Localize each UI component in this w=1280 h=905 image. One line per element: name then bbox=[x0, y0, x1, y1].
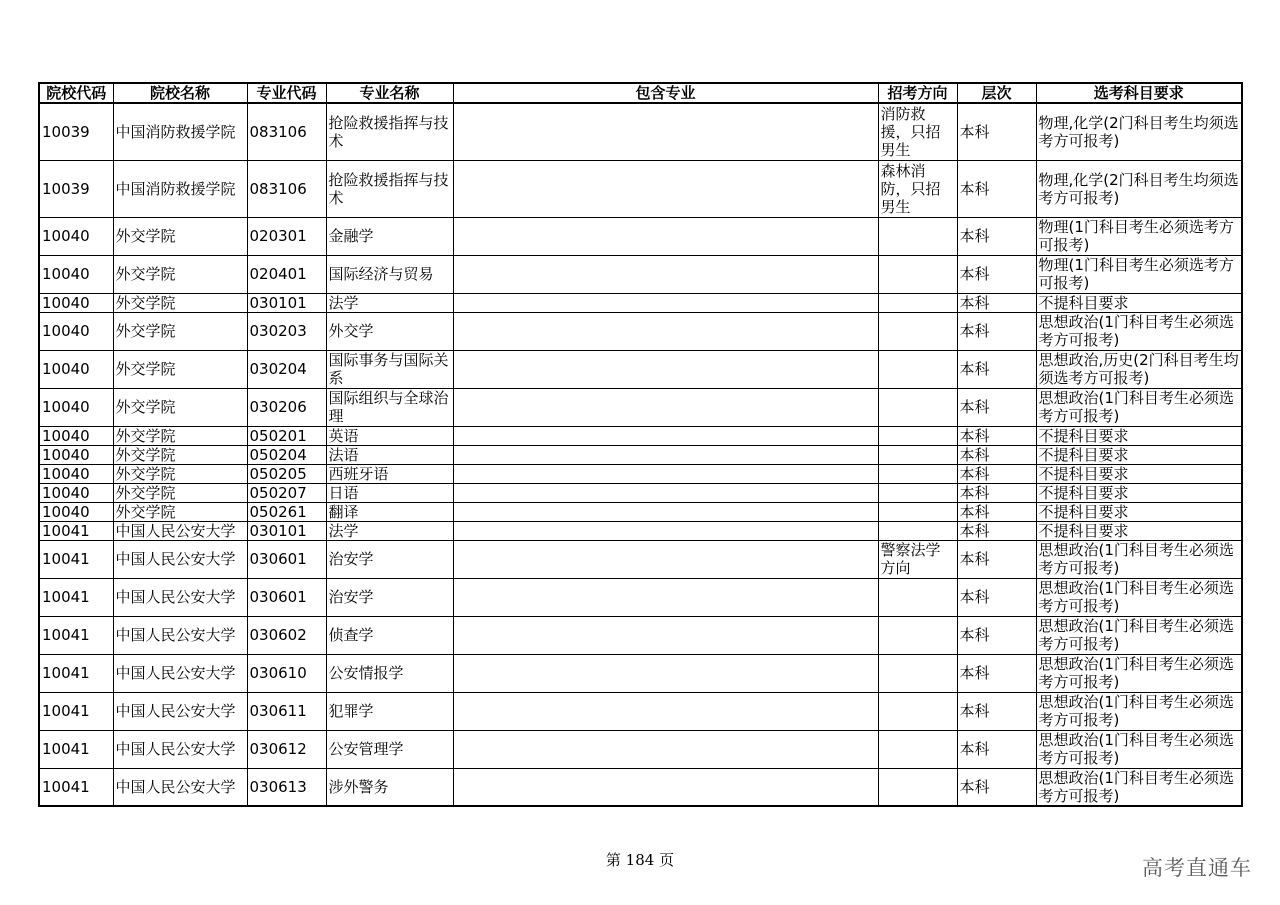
cell-included-majors bbox=[453, 540, 878, 578]
cell-major-name: 日语 bbox=[326, 483, 453, 502]
cell-direction bbox=[878, 388, 957, 426]
cell-direction bbox=[878, 578, 957, 616]
cell-included-majors bbox=[453, 730, 878, 768]
cell-subject-requirements: 思想政治(1门科目考生必须选考方可报考) bbox=[1036, 312, 1242, 350]
cell-included-majors bbox=[453, 426, 878, 445]
cell-school-code: 10040 bbox=[39, 483, 113, 502]
cell-school-name: 中国人民公安大学 bbox=[113, 578, 247, 616]
cell-included-majors bbox=[453, 388, 878, 426]
cell-school-code: 10040 bbox=[39, 502, 113, 521]
cell-subject-requirements: 思想政治(1门科目考生必须选考方可报考) bbox=[1036, 692, 1242, 730]
cell-major-code: 050204 bbox=[247, 445, 326, 464]
cell-school-code: 10041 bbox=[39, 768, 113, 806]
cell-school-code: 10040 bbox=[39, 293, 113, 312]
cell-school-name: 外交学院 bbox=[113, 312, 247, 350]
cell-school-code: 10040 bbox=[39, 388, 113, 426]
cell-subject-requirements: 思想政治(1门科目考生必须选考方可报考) bbox=[1036, 654, 1242, 692]
cell-school-code: 10041 bbox=[39, 654, 113, 692]
cell-included-majors bbox=[453, 160, 878, 217]
table-row bbox=[39, 350, 1242, 388]
table-row bbox=[39, 103, 1242, 160]
cell-major-code: 030601 bbox=[247, 578, 326, 616]
cell-included-majors bbox=[453, 578, 878, 616]
cell-direction bbox=[878, 464, 957, 483]
cell-school-name: 外交学院 bbox=[113, 217, 247, 255]
cell-major-name: 国际组织与全球治理 bbox=[326, 388, 453, 426]
cell-level: 本科 bbox=[957, 692, 1036, 730]
cell-major-name: 金融学 bbox=[326, 217, 453, 255]
table-header-row bbox=[39, 83, 1242, 103]
cell-major-code: 030101 bbox=[247, 521, 326, 540]
cell-major-code: 020301 bbox=[247, 217, 326, 255]
cell-major-code: 030613 bbox=[247, 768, 326, 806]
cell-level: 本科 bbox=[957, 312, 1036, 350]
cell-school-name: 外交学院 bbox=[113, 388, 247, 426]
cell-major-code: 083106 bbox=[247, 160, 326, 217]
cell-included-majors bbox=[453, 692, 878, 730]
cell-major-name: 翻译 bbox=[326, 502, 453, 521]
cell-included-majors bbox=[453, 502, 878, 521]
cell-level: 本科 bbox=[957, 768, 1036, 806]
cell-subject-requirements: 思想政治(1门科目考生必须选考方可报考) bbox=[1036, 768, 1242, 806]
cell-major-code: 030206 bbox=[247, 388, 326, 426]
cell-level: 本科 bbox=[957, 502, 1036, 521]
cell-direction bbox=[878, 654, 957, 692]
cell-major-code: 050201 bbox=[247, 426, 326, 445]
cell-subject-requirements: 不提科目要求 bbox=[1036, 502, 1242, 521]
cell-school-code: 10041 bbox=[39, 521, 113, 540]
cell-subject-requirements: 物理(1门科目考生必须选考方可报考) bbox=[1036, 255, 1242, 293]
cell-direction bbox=[878, 730, 957, 768]
cell-level: 本科 bbox=[957, 217, 1036, 255]
cell-major-name: 国际事务与国际关系 bbox=[326, 350, 453, 388]
cell-subject-requirements: 思想政治(1门科目考生必须选考方可报考) bbox=[1036, 730, 1242, 768]
cell-major-name: 犯罪学 bbox=[326, 692, 453, 730]
header-major-name: 专业名称 bbox=[326, 83, 453, 103]
cell-subject-requirements: 物理(1门科目考生必须选考方可报考) bbox=[1036, 217, 1242, 255]
table-row bbox=[39, 217, 1242, 255]
header-included-majors: 包含专业 bbox=[453, 83, 878, 103]
cell-school-name: 中国消防救援学院 bbox=[113, 160, 247, 217]
cell-school-code: 10039 bbox=[39, 103, 113, 160]
watermark-text: 高考直通车 bbox=[1142, 856, 1252, 880]
cell-major-code: 050205 bbox=[247, 464, 326, 483]
cell-included-majors bbox=[453, 768, 878, 806]
cell-subject-requirements: 思想政治(1门科目考生必须选考方可报考) bbox=[1036, 578, 1242, 616]
cell-included-majors bbox=[453, 350, 878, 388]
cell-school-name: 外交学院 bbox=[113, 350, 247, 388]
cell-school-code: 10041 bbox=[39, 730, 113, 768]
header-level: 层次 bbox=[957, 83, 1036, 103]
cell-subject-requirements: 思想政治(1门科目考生必须选考方可报考) bbox=[1036, 616, 1242, 654]
table-row bbox=[39, 426, 1242, 445]
cell-major-code: 020401 bbox=[247, 255, 326, 293]
cell-school-code: 10040 bbox=[39, 464, 113, 483]
cell-school-name: 中国人民公安大学 bbox=[113, 730, 247, 768]
cell-direction bbox=[878, 616, 957, 654]
cell-subject-requirements: 不提科目要求 bbox=[1036, 464, 1242, 483]
cell-direction bbox=[878, 255, 957, 293]
cell-included-majors bbox=[453, 445, 878, 464]
cell-direction bbox=[878, 293, 957, 312]
cell-subject-requirements: 不提科目要求 bbox=[1036, 483, 1242, 502]
cell-included-majors bbox=[453, 103, 878, 160]
cell-major-code: 030101 bbox=[247, 293, 326, 312]
cell-major-name: 公安管理学 bbox=[326, 730, 453, 768]
cell-school-code: 10041 bbox=[39, 578, 113, 616]
cell-major-code: 030602 bbox=[247, 616, 326, 654]
table-row bbox=[39, 160, 1242, 217]
cell-included-majors bbox=[453, 654, 878, 692]
cell-included-majors bbox=[453, 312, 878, 350]
cell-major-name: 法语 bbox=[326, 445, 453, 464]
cell-major-name: 抢险救援指挥与技术 bbox=[326, 103, 453, 160]
table-row bbox=[39, 445, 1242, 464]
cell-level: 本科 bbox=[957, 578, 1036, 616]
cell-subject-requirements: 物理,化学(2门科目考生均须选考方可报考) bbox=[1036, 160, 1242, 217]
cell-major-name: 英语 bbox=[326, 426, 453, 445]
table-row bbox=[39, 502, 1242, 521]
cell-direction bbox=[878, 483, 957, 502]
admission-table bbox=[38, 82, 1243, 807]
cell-school-name: 中国人民公安大学 bbox=[113, 540, 247, 578]
cell-major-name: 公安情报学 bbox=[326, 654, 453, 692]
cell-school-name: 外交学院 bbox=[113, 255, 247, 293]
table-body bbox=[39, 103, 1242, 806]
cell-school-name: 外交学院 bbox=[113, 502, 247, 521]
cell-subject-requirements: 思想政治(1门科目考生必须选考方可报考) bbox=[1036, 540, 1242, 578]
cell-subject-requirements: 思想政治,历史(2门科目考生均须选考方可报考) bbox=[1036, 350, 1242, 388]
cell-included-majors bbox=[453, 616, 878, 654]
cell-major-code: 030611 bbox=[247, 692, 326, 730]
cell-direction bbox=[878, 426, 957, 445]
cell-included-majors bbox=[453, 521, 878, 540]
header-subject-requirements: 选考科目要求 bbox=[1036, 83, 1242, 103]
cell-school-code: 10041 bbox=[39, 692, 113, 730]
cell-included-majors bbox=[453, 483, 878, 502]
cell-school-name: 外交学院 bbox=[113, 426, 247, 445]
cell-major-code: 050261 bbox=[247, 502, 326, 521]
cell-level: 本科 bbox=[957, 350, 1036, 388]
cell-major-name: 外交学 bbox=[326, 312, 453, 350]
cell-direction bbox=[878, 521, 957, 540]
cell-included-majors bbox=[453, 293, 878, 312]
cell-level: 本科 bbox=[957, 730, 1036, 768]
table-row bbox=[39, 730, 1242, 768]
cell-direction bbox=[878, 502, 957, 521]
cell-subject-requirements: 不提科目要求 bbox=[1036, 445, 1242, 464]
cell-major-name: 西班牙语 bbox=[326, 464, 453, 483]
cell-major-name: 侦查学 bbox=[326, 616, 453, 654]
cell-direction bbox=[878, 692, 957, 730]
table-row bbox=[39, 464, 1242, 483]
cell-school-name: 中国人民公安大学 bbox=[113, 616, 247, 654]
cell-level: 本科 bbox=[957, 388, 1036, 426]
cell-school-code: 10041 bbox=[39, 616, 113, 654]
cell-school-name: 外交学院 bbox=[113, 483, 247, 502]
cell-included-majors bbox=[453, 217, 878, 255]
table-row bbox=[39, 540, 1242, 578]
cell-level: 本科 bbox=[957, 255, 1036, 293]
cell-level: 本科 bbox=[957, 521, 1036, 540]
cell-level: 本科 bbox=[957, 654, 1036, 692]
table-row bbox=[39, 616, 1242, 654]
cell-school-code: 10040 bbox=[39, 350, 113, 388]
table-row bbox=[39, 578, 1242, 616]
cell-major-code: 083106 bbox=[247, 103, 326, 160]
cell-direction: 警察法学方向 bbox=[878, 540, 957, 578]
cell-direction bbox=[878, 217, 957, 255]
cell-school-code: 10039 bbox=[39, 160, 113, 217]
page-number: 第 184 页 bbox=[605, 851, 675, 869]
cell-school-name: 中国人民公安大学 bbox=[113, 654, 247, 692]
cell-major-name: 法学 bbox=[326, 293, 453, 312]
cell-level: 本科 bbox=[957, 445, 1036, 464]
cell-subject-requirements: 思想政治(1门科目考生必须选考方可报考) bbox=[1036, 388, 1242, 426]
table-row bbox=[39, 312, 1242, 350]
table-row bbox=[39, 388, 1242, 426]
table-row bbox=[39, 521, 1242, 540]
table-row bbox=[39, 692, 1242, 730]
cell-direction bbox=[878, 445, 957, 464]
table-row bbox=[39, 768, 1242, 806]
cell-major-code: 030601 bbox=[247, 540, 326, 578]
cell-school-code: 10040 bbox=[39, 217, 113, 255]
cell-included-majors bbox=[453, 464, 878, 483]
cell-school-code: 10040 bbox=[39, 445, 113, 464]
cell-direction bbox=[878, 768, 957, 806]
table-row bbox=[39, 255, 1242, 293]
header-direction: 招考方向 bbox=[878, 83, 957, 103]
cell-major-code: 030610 bbox=[247, 654, 326, 692]
cell-school-name: 外交学院 bbox=[113, 445, 247, 464]
header-major-code: 专业代码 bbox=[247, 83, 326, 103]
cell-subject-requirements: 不提科目要求 bbox=[1036, 426, 1242, 445]
cell-major-code: 050207 bbox=[247, 483, 326, 502]
cell-level: 本科 bbox=[957, 464, 1036, 483]
cell-direction: 森林消防，只招男生 bbox=[878, 160, 957, 217]
cell-major-name: 治安学 bbox=[326, 540, 453, 578]
cell-major-name: 涉外警务 bbox=[326, 768, 453, 806]
cell-major-name: 抢险救援指挥与技术 bbox=[326, 160, 453, 217]
cell-level: 本科 bbox=[957, 160, 1036, 217]
cell-level: 本科 bbox=[957, 483, 1036, 502]
cell-school-code: 10040 bbox=[39, 426, 113, 445]
cell-included-majors bbox=[453, 255, 878, 293]
cell-level: 本科 bbox=[957, 616, 1036, 654]
cell-school-name: 中国人民公安大学 bbox=[113, 768, 247, 806]
cell-school-name: 外交学院 bbox=[113, 464, 247, 483]
cell-major-name: 国际经济与贸易 bbox=[326, 255, 453, 293]
cell-major-name: 法学 bbox=[326, 521, 453, 540]
cell-major-code: 030204 bbox=[247, 350, 326, 388]
cell-school-code: 10041 bbox=[39, 540, 113, 578]
cell-level: 本科 bbox=[957, 540, 1036, 578]
table-row bbox=[39, 654, 1242, 692]
cell-major-code: 030203 bbox=[247, 312, 326, 350]
cell-school-name: 中国消防救援学院 bbox=[113, 103, 247, 160]
table-row bbox=[39, 483, 1242, 502]
cell-school-name: 中国人民公安大学 bbox=[113, 692, 247, 730]
cell-level: 本科 bbox=[957, 426, 1036, 445]
cell-school-name: 中国人民公安大学 bbox=[113, 521, 247, 540]
cell-subject-requirements: 物理,化学(2门科目考生均须选考方可报考) bbox=[1036, 103, 1242, 160]
cell-direction bbox=[878, 312, 957, 350]
cell-school-code: 10040 bbox=[39, 312, 113, 350]
cell-subject-requirements: 不提科目要求 bbox=[1036, 521, 1242, 540]
cell-school-code: 10040 bbox=[39, 255, 113, 293]
cell-direction bbox=[878, 350, 957, 388]
cell-level: 本科 bbox=[957, 103, 1036, 160]
cell-subject-requirements: 不提科目要求 bbox=[1036, 293, 1242, 312]
header-school-name: 院校名称 bbox=[113, 83, 247, 103]
cell-level: 本科 bbox=[957, 293, 1036, 312]
header-school-code: 院校代码 bbox=[39, 83, 113, 103]
cell-school-name: 外交学院 bbox=[113, 293, 247, 312]
cell-major-code: 030612 bbox=[247, 730, 326, 768]
table-row bbox=[39, 293, 1242, 312]
cell-direction: 消防救援，只招男生 bbox=[878, 103, 957, 160]
cell-major-name: 治安学 bbox=[326, 578, 453, 616]
